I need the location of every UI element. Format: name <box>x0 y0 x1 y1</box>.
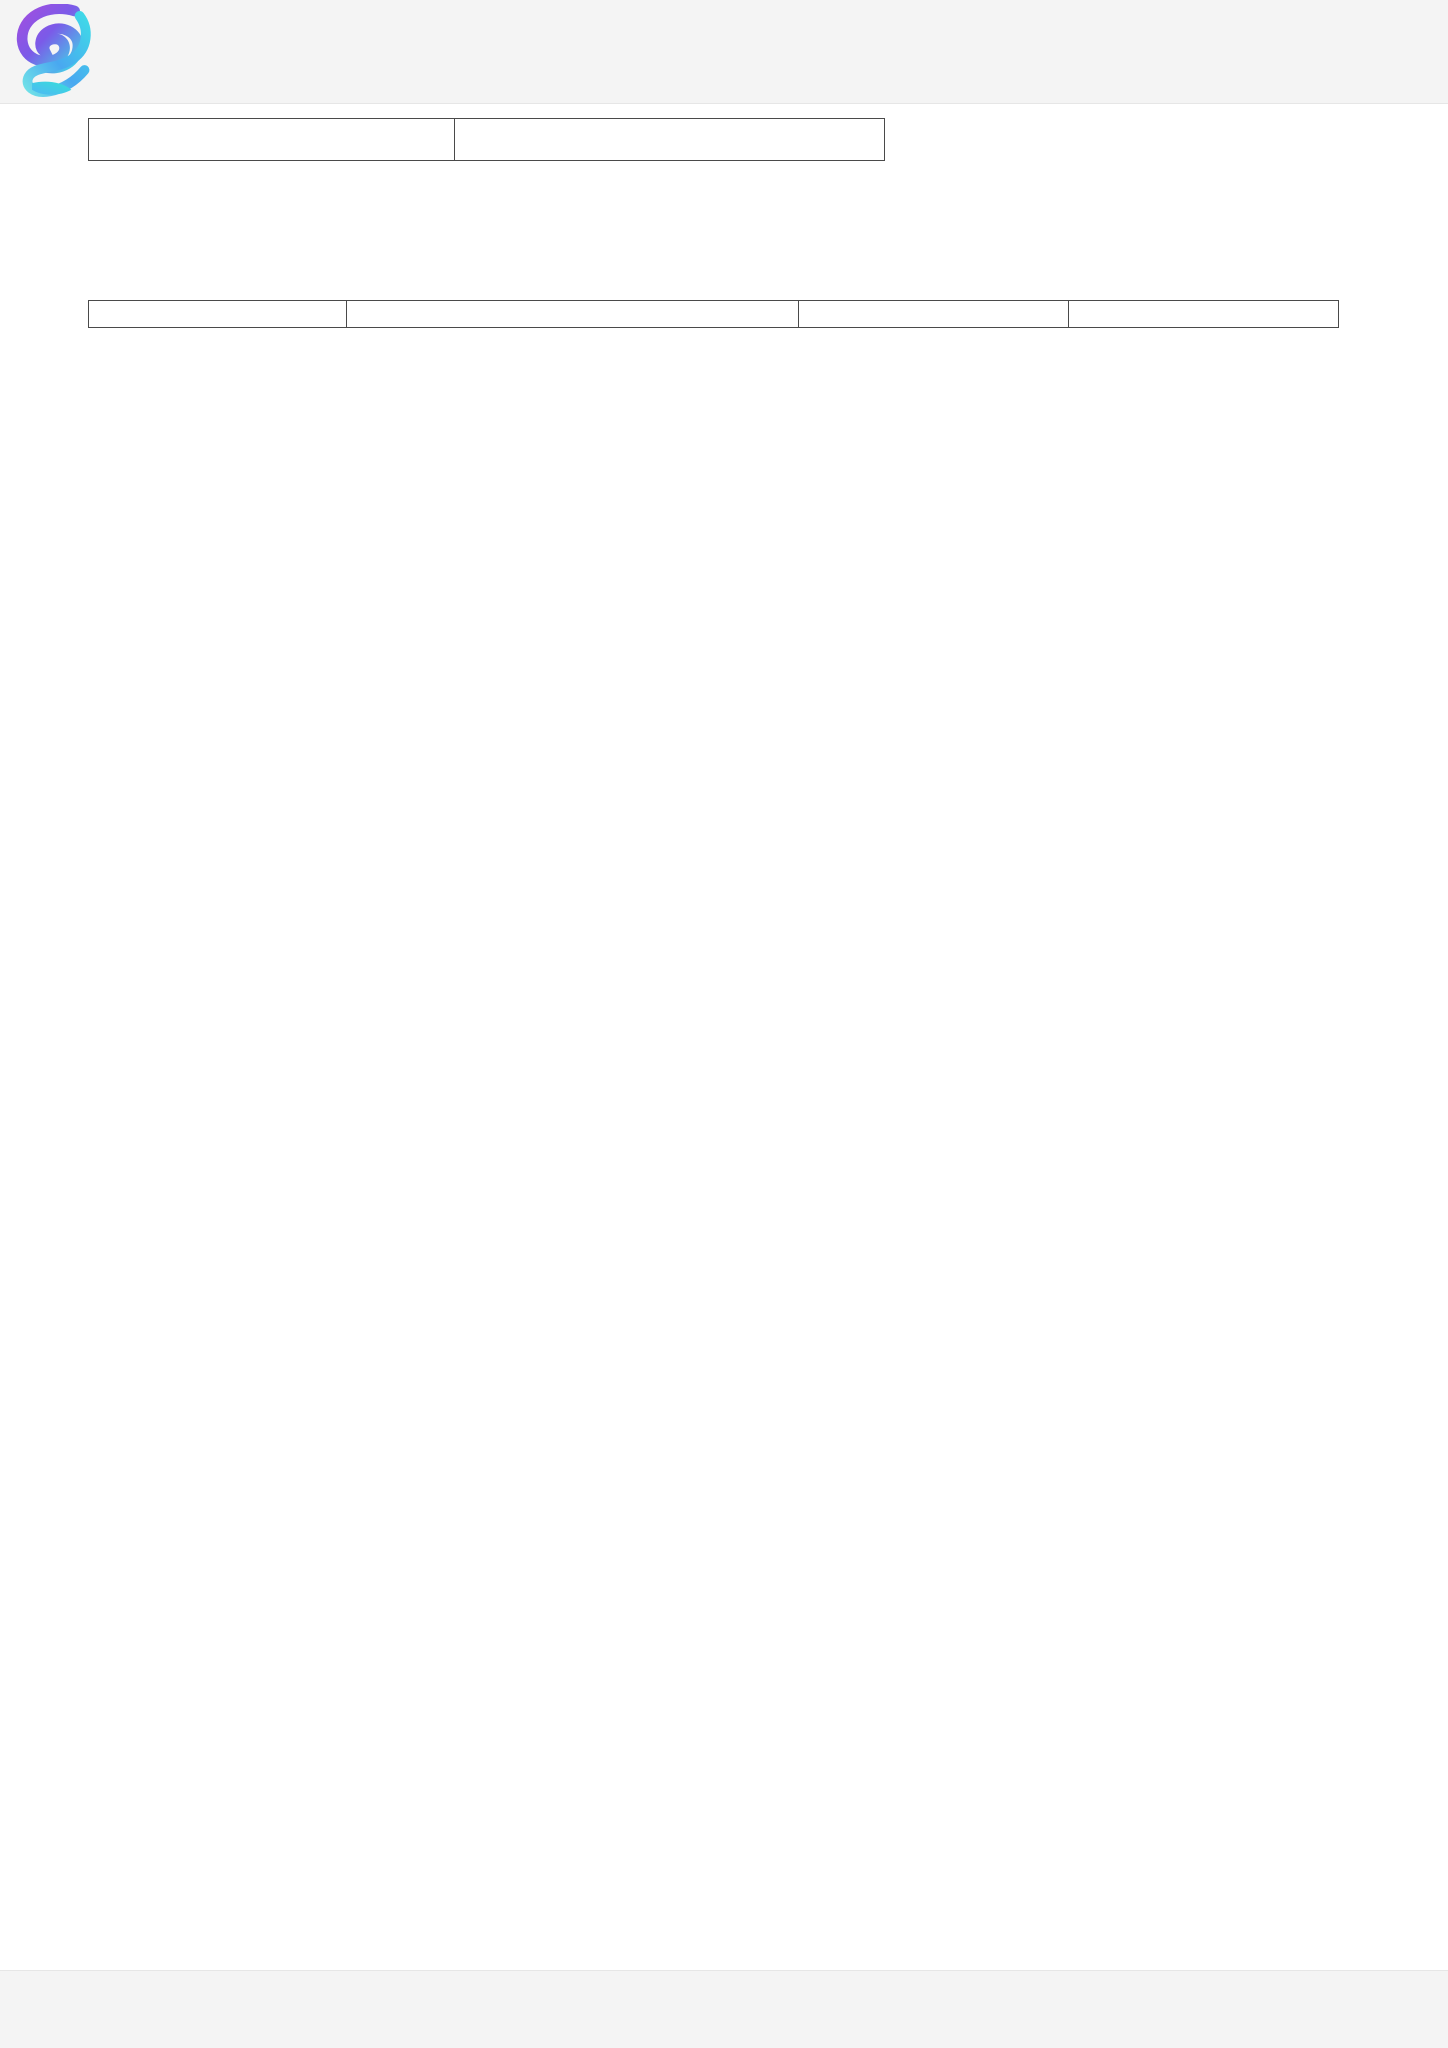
page-footer <box>0 1970 1448 2048</box>
column-header-number-of-letters <box>89 119 455 161</box>
given-data-table <box>88 118 885 161</box>
column-header-number-of-surnames <box>455 119 885 161</box>
page-header <box>0 0 1448 104</box>
adjusted-frequency-table <box>88 300 1339 328</box>
table-header-row <box>89 119 885 161</box>
question-list <box>120 229 1448 248</box>
column-header-number-of-letters <box>89 301 347 328</box>
column-header-frequency <box>347 301 799 328</box>
column-header-width-of-class <box>799 301 1069 328</box>
brand-logo <box>14 4 106 100</box>
column-header-length-of-rectangle <box>1069 301 1339 328</box>
table-header-row <box>89 301 1339 328</box>
cbse-path-swirl-logo-icon <box>14 4 96 100</box>
page-content <box>0 118 1448 328</box>
